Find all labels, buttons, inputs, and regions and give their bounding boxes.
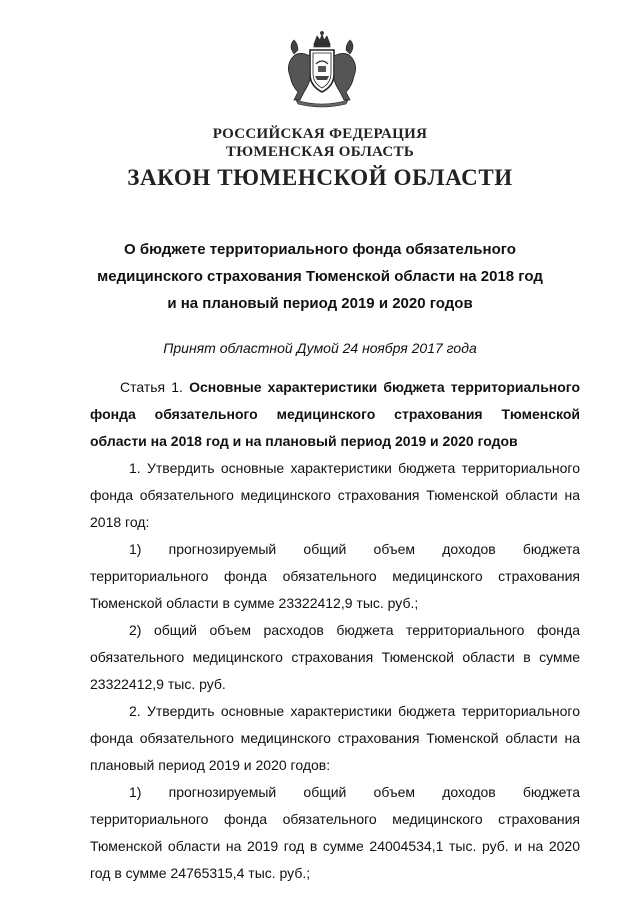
paragraph: 2) общий объем расходов бюджета территориального фонда обязательного медицинского страхования Тюменской области в сумме 23322412,9 тыс. руб. bbox=[90, 622, 580, 692]
title-line-1: О бюджете территориального фонда обязательного bbox=[124, 241, 516, 258]
coat-of-arms-icon bbox=[280, 30, 364, 108]
article-heading-text: Основные характеристики бюджета территориального фонда обязательного медицинского страхования Тюменской области на 2018 год и на плановый период 2019 и 2020 годов bbox=[90, 379, 581, 449]
header-law-title: ЗАКОН ТЮМЕНСКОЙ ОБЛАСТИ bbox=[127, 165, 513, 190]
article-label: Статья 1. bbox=[120, 379, 183, 395]
header-country: РОССИЙСКАЯ ФЕДЕРАЦИЯ bbox=[212, 126, 428, 142]
document-body bbox=[90, 374, 580, 887]
paragraph: 1) прогнозируемый общий объем доходов бюджета территориального фонда обязательного медицинского страхования Тюменской области на 2019 год в сумме 24004534,1 тыс. руб. и на 2020 год в сумме 24765315,4 тыс. руб.; bbox=[90, 784, 580, 881]
header-region: ТЮМЕНСКАЯ ОБЛАСТЬ bbox=[225, 144, 415, 160]
paragraph: 1) прогнозируемый общий объем доходов бюджета территориального фонда обязательного медицинского страхования Тюменской области в сумме 23322412,9 тыс. руб.; bbox=[90, 541, 580, 611]
paragraph: 1. Утвердить основные характеристики бюджета территориального фонда обязательного медицинского страхования Тюменской области на 2018 год: bbox=[90, 460, 580, 530]
title-line-3: и на плановый период 2019 и 2020 годов bbox=[167, 295, 473, 312]
document-title bbox=[60, 236, 580, 317]
article-1-heading bbox=[90, 374, 580, 455]
adoption-note: Принят областной Думой 24 ноября 2017 года bbox=[163, 340, 477, 356]
title-line-2: медицинского страхования Тюменской области на 2018 год bbox=[97, 268, 543, 285]
paragraph: 2. Утвердить основные характеристики бюджета территориального фонда обязательного медицинского страхования Тюменской области на плановый период 2019 и 2020 годов: bbox=[90, 703, 580, 773]
